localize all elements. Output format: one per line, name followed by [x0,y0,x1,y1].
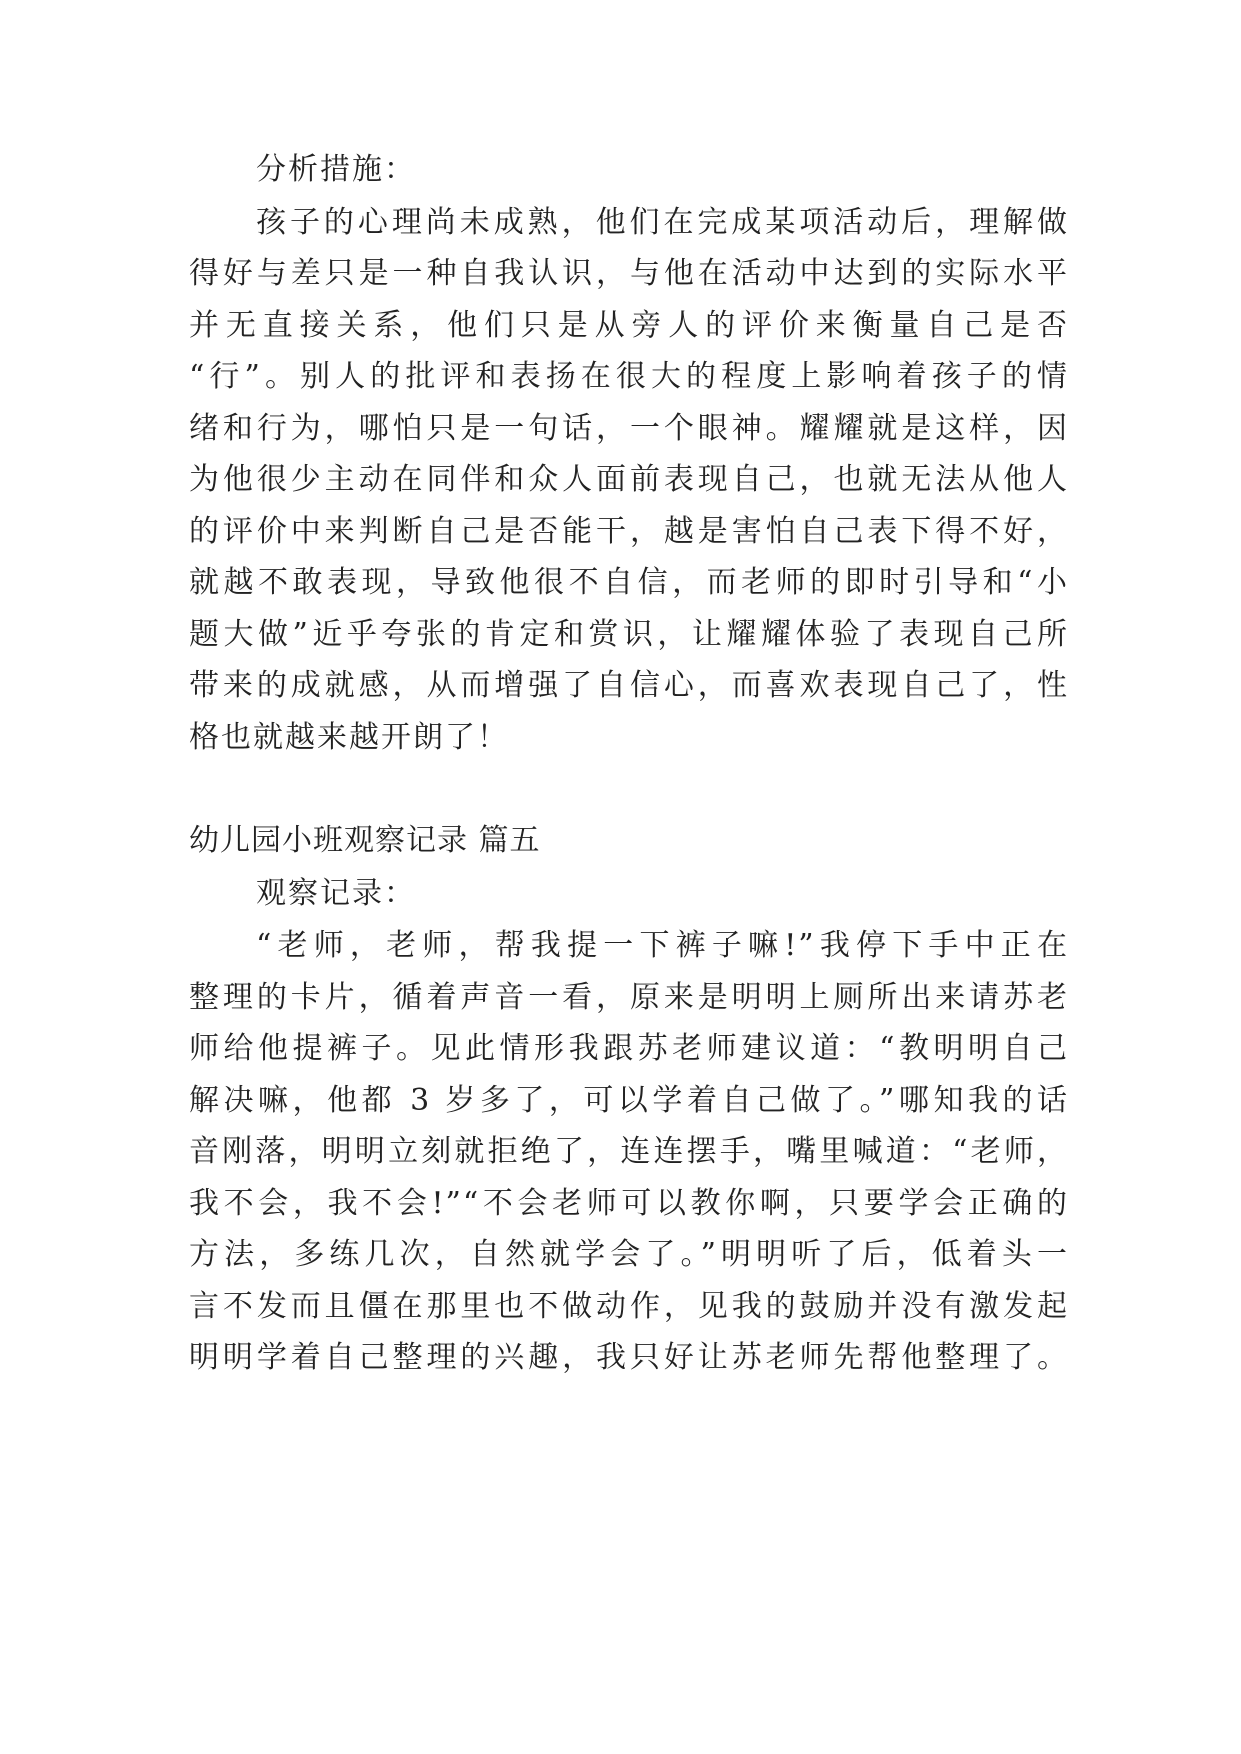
paragraph-line: 孩子的心理尚未成熟，他们在完成某项活动后，理解做 [256,205,1069,240]
section-label-analysis: 分析措施： [256,152,416,187]
section-label-observation: 观察记录： [256,876,416,911]
paragraph-line: 明明学着自己整理的兴趣，我只好让苏老师先帮他整理了。 [189,1340,1069,1375]
paragraph-line: 绪和行为，哪怕只是一句话，一个眼神。耀耀就是这样，因 [189,411,1069,446]
paragraph-line: “老师，老师，帮我提一下裤子嘛!”我停下手中正在 [256,928,1069,963]
section-heading: 幼儿园小班观察记录 篇五 [189,823,541,858]
paragraph-line: 师给他提裤子。见此情形我跟苏老师建议道：“教明明自己 [189,1031,1069,1066]
paragraph-line: 音刚落，明明立刻就拒绝了，连连摆手，嘴里喊道：“老师， [189,1134,1069,1169]
paragraph-line: 得好与差只是一种自我认识，与他在活动中达到的实际水平 [189,256,1069,291]
paragraph-line: “行”。别人的批评和表扬在很大的程度上影响着孩子的情 [189,359,1069,394]
paragraph-line: 题大做”近乎夸张的肯定和赏识，让耀耀体验了表现自己所 [189,617,1069,652]
paragraph-line: 解决嘛，他都 3 岁多了，可以学着自己做了。”哪知我的话 [189,1083,1069,1118]
paragraph-line: 整理的卡片，循着声音一看，原来是明明上厕所出来请苏老 [189,980,1069,1015]
paragraph-line: 就越不敢表现，导致他很不自信，而老师的即时引导和“小 [189,565,1069,600]
paragraph-line: 为他很少主动在同伴和众人面前表现自己，也就无法从他人 [189,462,1069,497]
paragraph-line: 格也就越来越开朗了！ [189,720,509,755]
paragraph-line: 我不会，我不会!”“不会老师可以教你啊，只要学会正确的 [189,1186,1069,1221]
paragraph-line: 带来的成就感，从而增强了自信心，而喜欢表现自己了，性 [189,668,1069,703]
paragraph-line: 方法，多练几次，自然就学会了。”明明听了后，低着头一 [189,1237,1069,1272]
paragraph-line: 并无直接关系，他们只是从旁人的评价来衡量自己是否 [189,308,1069,343]
paragraph-line: 言不发而且僵在那里也不做动作，见我的鼓励并没有激发起 [189,1289,1069,1324]
paragraph-line: 的评价中来判断自己是否能干，越是害怕自己表下得不好， [189,514,1069,549]
